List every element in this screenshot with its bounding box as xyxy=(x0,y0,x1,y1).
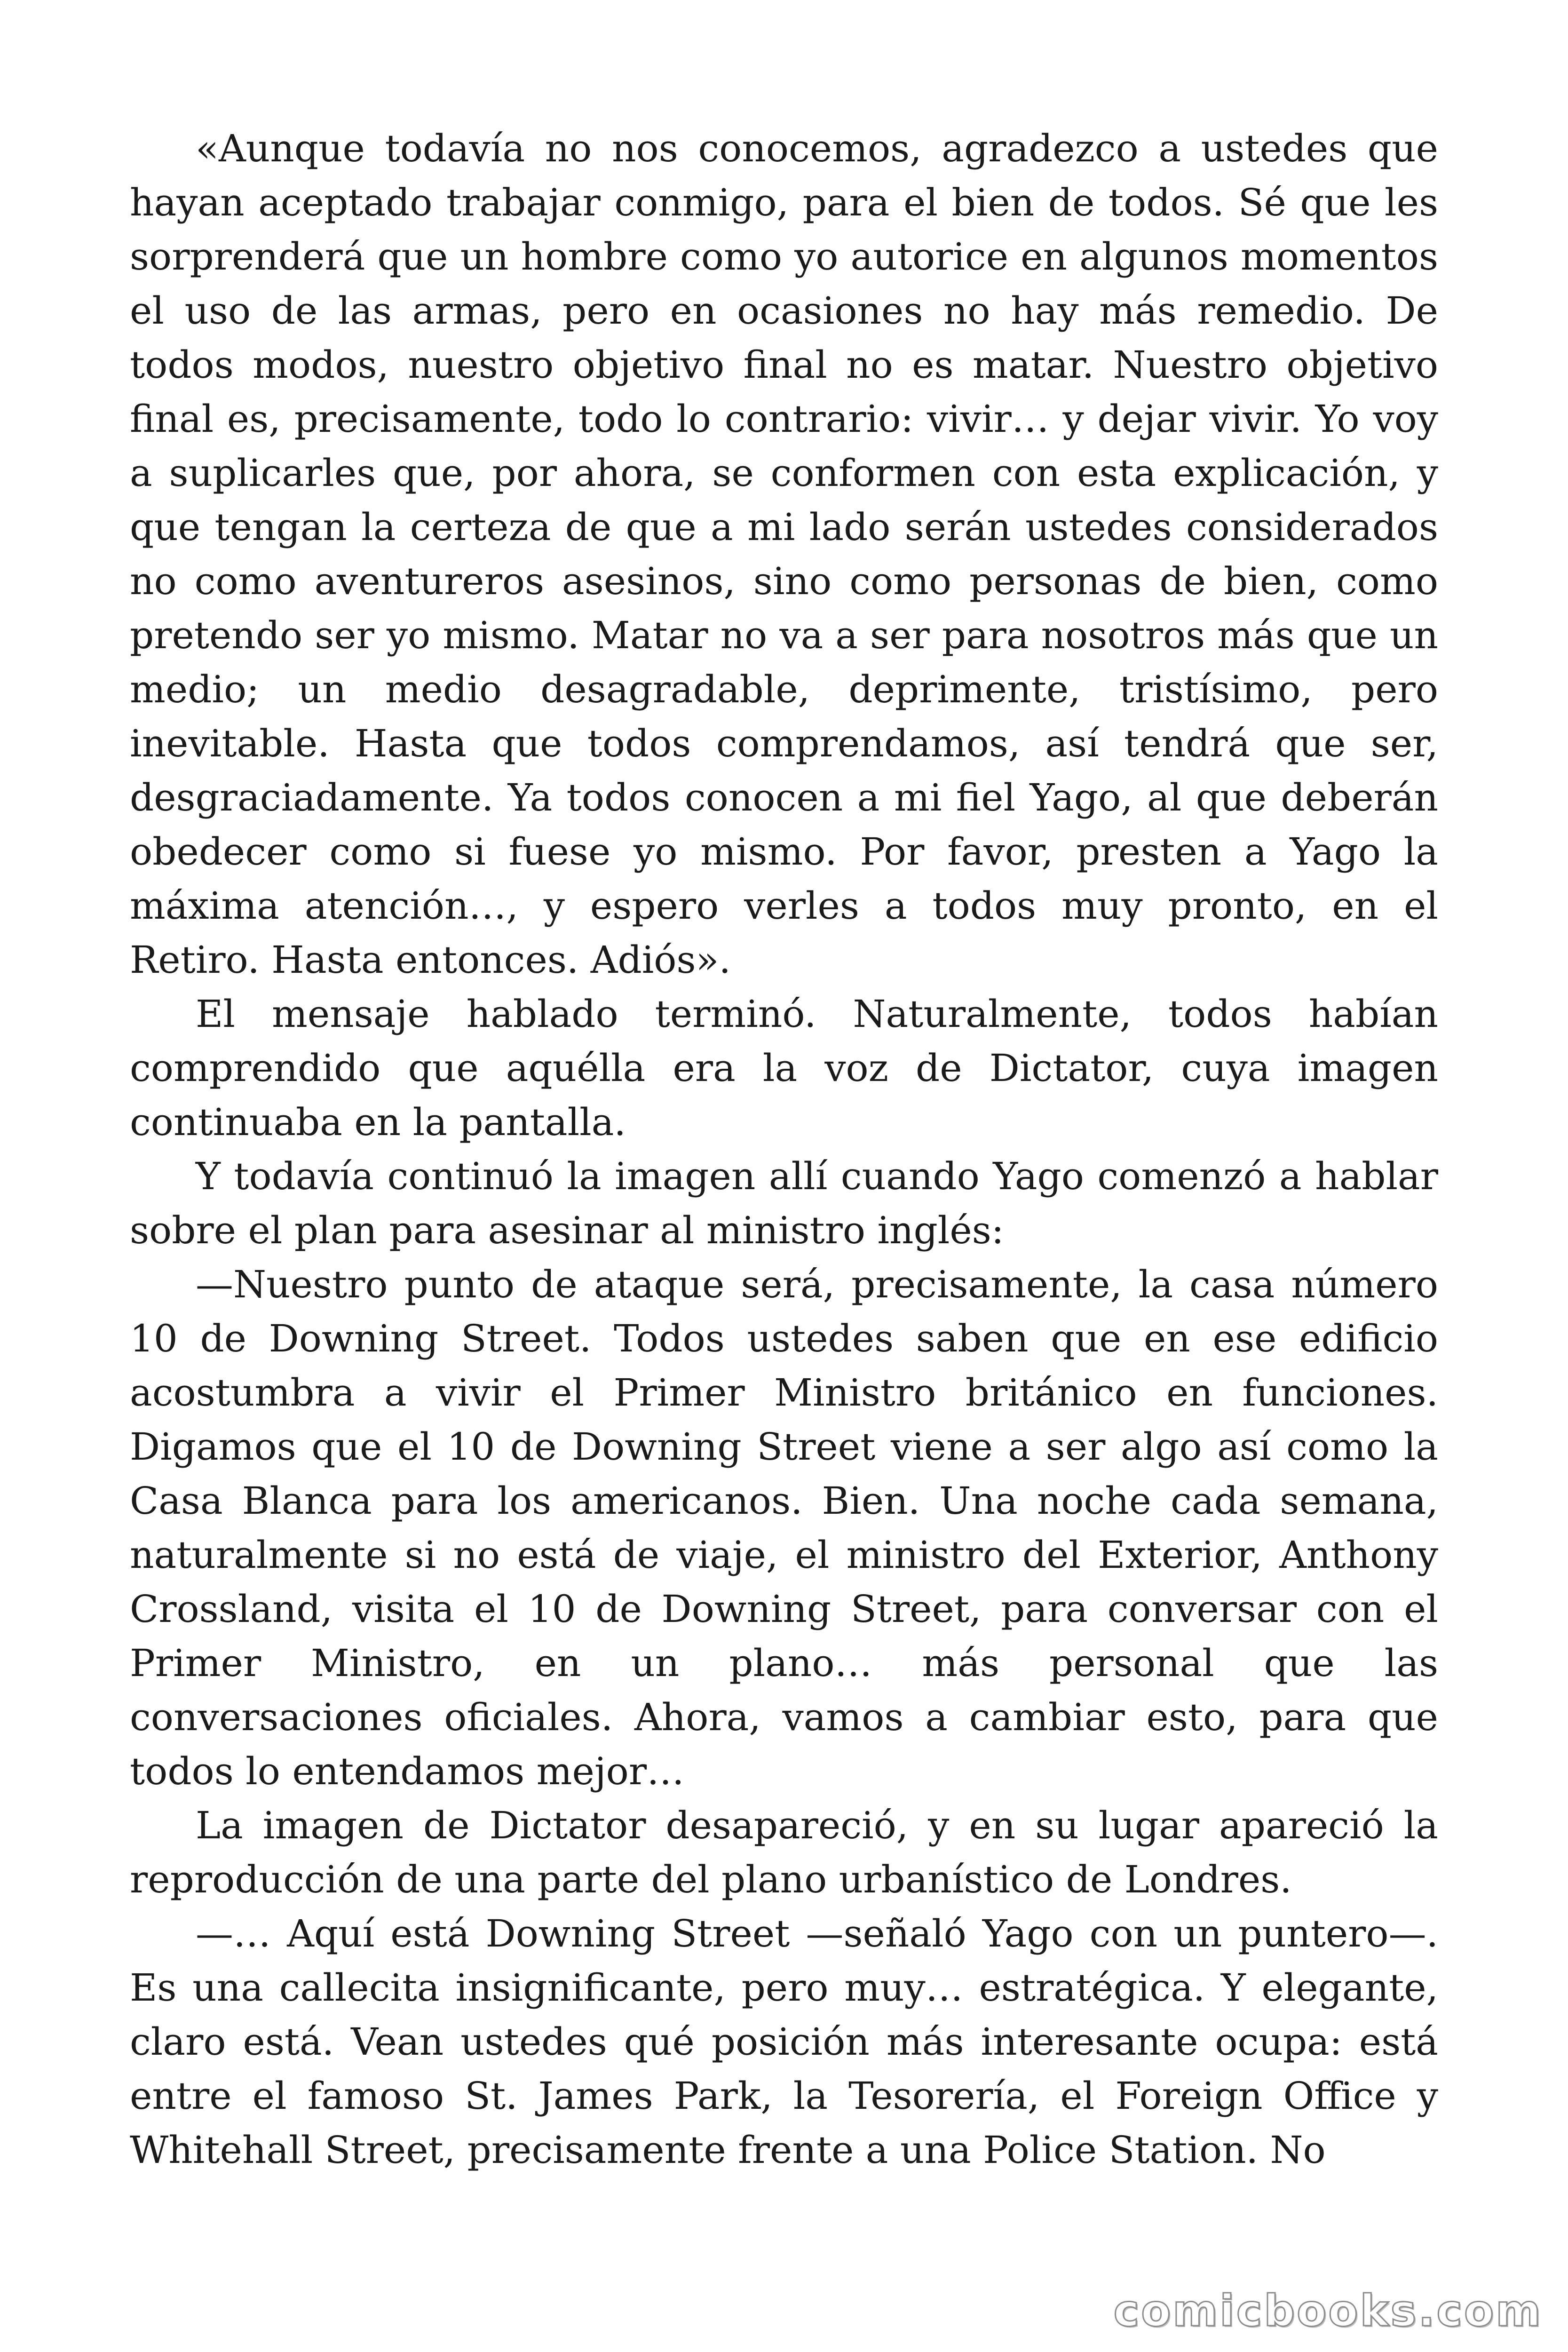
paragraph-3: Y todavía continuó la imagen allí cuando Yago comenzó a hablar sobre el plan para asesinar al ministro inglés: xyxy=(130,1154,1438,1252)
watermark: comicbooks.com xyxy=(1113,2286,1543,2336)
paragraph-6: —… Aquí está Downing Street —señaló Yago con un puntero—. Es una callecita insignificante, pero muy… estratégica. Y elegante, claro está. Vean ustedes qué posición más interesante ocupa: está entre el famoso St. James Park, la Tesorería, el Foreign Office y Whitehall Street, precisamente frente a una Police Station. No xyxy=(130,1912,1438,2172)
page-body xyxy=(130,121,1438,2177)
paragraph-5: La imagen de Dictator desapareció, y en su lugar apareció la reproducción de una parte del plano urbanístico de Londres. xyxy=(130,1804,1438,1901)
paragraph-2: El mensaje hablado terminó. Naturalmente, todos habían comprendido que aquélla era la voz de Dictator, cuya imagen continuaba en la pantalla. xyxy=(130,992,1438,1144)
paragraph-1: «Aunque todavía no nos conocemos, agradezco a ustedes que hayan aceptado trabajar conmigo, para el bien de todos. Sé que les sorprenderá que un hombre como yo autorice en algunos momentos el uso de las armas, pero en ocasiones no hay más remedio. De todos modos, nuestro objetivo final no es matar. Nuestro objetivo final es, precisamente, todo lo contrario: vivir… y dejar vivir. Yo voy a suplicarles que, por ahora, se conformen con esta explicación, y que tengan la certeza de que a mi lado serán ustedes considerados no como aventureros asesinos, sino como personas de bien, como pretendo ser yo mismo. Matar no va a ser para nosotros más que un medio; un medio desagradable, deprimente, tristísimo, pero inevitable. Hasta que todos comprendamos, así tendrá que ser, desgraciadamente. Ya todos conocen a mi fiel Yago, al que deberán obedecer como si fuese yo mismo. Por favor, presten a Yago la máxima atención…, y espero verles a todos muy pronto, en el Retiro. Hasta entonces. Adiós». xyxy=(130,127,1438,982)
paragraph-4: —Nuestro punto de ataque será, precisamente, la casa número 10 de Downing Street. Todos ustedes saben que en ese edificio acostumbra a vivir el Primer Ministro británico en funciones. Digamos que el 10 de Downing Street viene a ser algo así como la Casa Blanca para los americanos. Bien. Una noche cada semana, naturalmente si no está de viaje, el ministro del Exterior, Anthony Crossland, visita el 10 de Downing Street, para conversar con el Primer Ministro, en un plano… más personal que las conversaciones oficiales. Ahora, vamos a cambiar esto, para que todos lo entendamos mejor… xyxy=(130,1263,1438,1793)
